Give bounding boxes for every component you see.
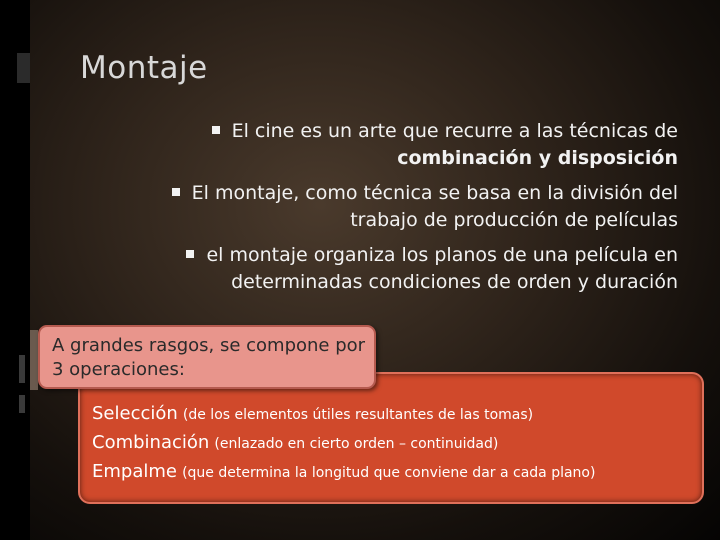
decorative-bar — [19, 395, 25, 413]
bullet-text: El cine es un arte que recurre a las técnicas de — [231, 120, 678, 142]
operation-note: (enlazado en cierto orden – continuidad) — [214, 436, 499, 452]
operation-note: (de los elementos útiles resultantes de las tomas) — [182, 407, 534, 423]
operation-name: Empalme — [92, 461, 177, 482]
square-bullet-icon — [186, 250, 194, 258]
decorative-bar — [17, 53, 30, 83]
operation-item — [92, 429, 692, 458]
operation-note: (que determina la longitud que conviene dar a cada plano) — [182, 465, 596, 481]
callout-text: A grandes rasgos, se compone por 3 operaciones: — [52, 335, 366, 380]
bullet-text: El montaje, como técnica se basa en la división del trabajo de producción de películas — [191, 182, 678, 231]
square-bullet-icon — [172, 188, 180, 196]
decorative-bar — [19, 355, 25, 383]
operations-list — [92, 400, 692, 487]
operation-name: Selección — [92, 403, 178, 424]
operation-item — [92, 458, 692, 487]
bullet-list — [118, 118, 678, 304]
decorative-bar — [30, 330, 38, 390]
bullet-item — [118, 118, 678, 172]
bullet-item — [118, 242, 678, 296]
slide-title: Montaje — [80, 50, 208, 86]
operation-name: Combinación — [92, 432, 210, 453]
square-bullet-icon — [212, 126, 220, 134]
callout-box — [38, 325, 376, 389]
bullet-item — [118, 180, 678, 234]
bullet-bold-text: combinación y disposición — [397, 147, 678, 169]
operation-item — [92, 400, 692, 429]
bullet-text: el montaje organiza los planos de una película en determinadas condiciones de orden y duración — [206, 244, 678, 293]
